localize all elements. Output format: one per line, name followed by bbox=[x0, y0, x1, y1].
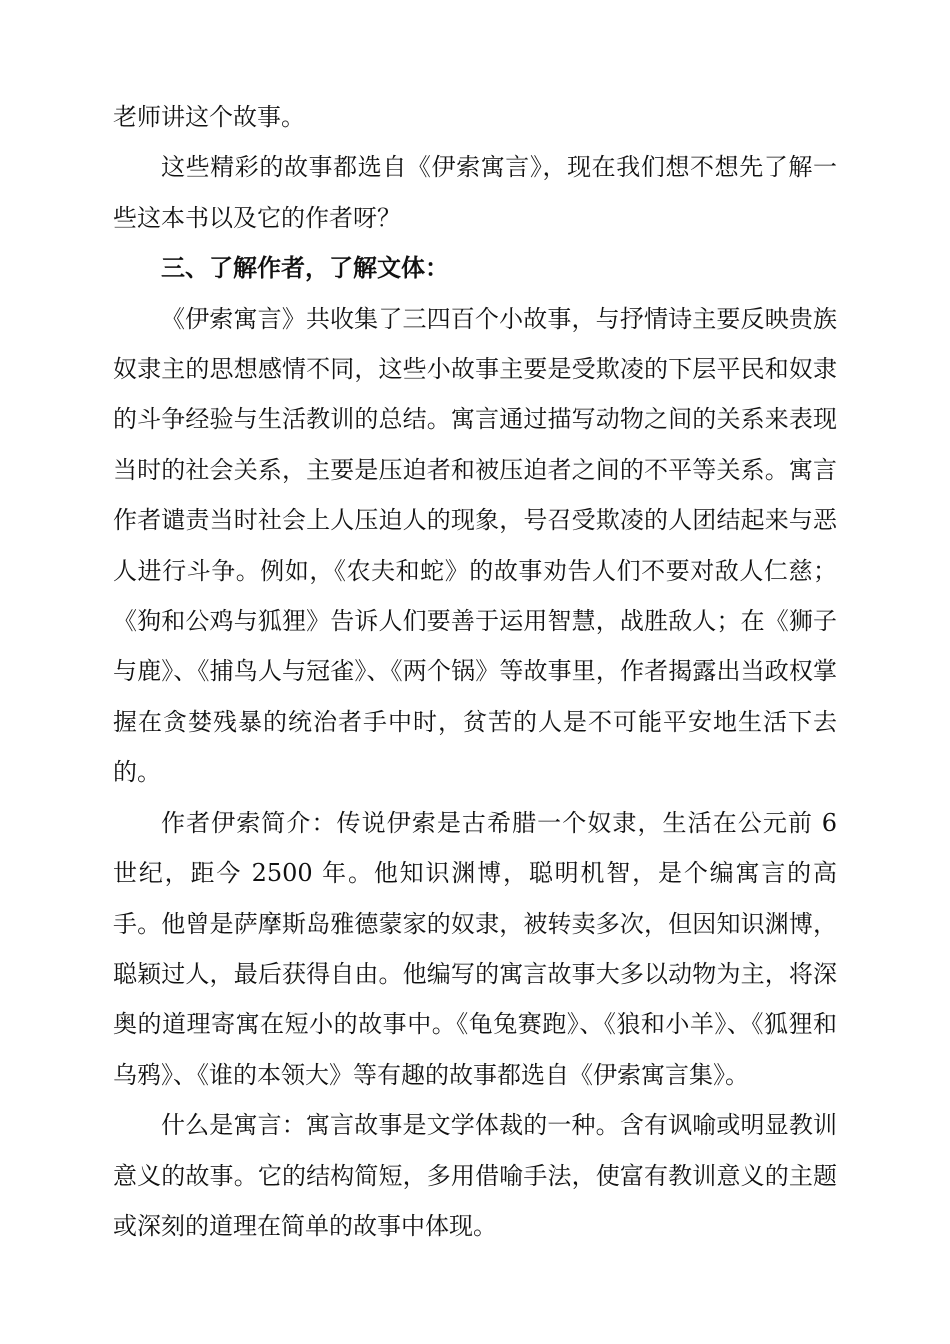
paragraph-book-overview: 《伊索寓言》共收集了三四百个小故事，与抒情诗主要反映贵族奴隶主的思想感情不同，这些小故事主要是受欺凌的下层平民和奴隶的斗争经验与生活教训的总结。寓言通过描写动物之间的关系来表现当时的社会关系，主要是压迫者和被压迫者之间的不平等关系。寓言作者谴责当时社会上人压迫人的现象，号召受欺凌的人团结起来与恶人进行斗争。例如，《农夫和蛇》的故事劝告人们不要对敌人仁慈；《狗和公鸡与狐狸》告诉人们要善于运用智慧，战胜敌人；在《狮子与鹿》、《捕鸟人与冠雀》、《两个锅》等故事里，作者揭露出当政权掌握在贪婪残暴的统治者手中时，贫苦的人是不可能平安地生活下去的。 bbox=[113, 304, 837, 787]
paragraph-intro-question: 这些精彩的故事都选自《伊索寓言》，现在我们想不想先了解一些这本书以及它的作者呀？ bbox=[113, 153, 837, 232]
paragraph-fable-definition: 什么是寓言：寓言故事是文学体裁的一种。含有讽喻或明显教训意义的故事。它的结构简短，多用借喻手法，使富有教训意义的主题或深刻的道理在简单的故事中体现。 bbox=[113, 1111, 837, 1240]
document-body bbox=[113, 92, 837, 1251]
paragraph-author-bio: 作者伊索简介：传说伊索是古希腊一个奴隶，生活在公元前 6 世纪，距今 2500 年。他知识渊博，聪明机智，是个编寓言的高手。他曾是萨摩斯岛雅德蒙家的奴隶，被转卖多次，但因知识渊博，聪颖过人，最后获得自由。他编写的寓言故事大多以动物为主，将深奥的道理寄寓在短小的故事中。《龟兔赛跑》、《狼和小羊》、《狐狸和乌鸦》、《谁的本领大》等有趣的故事都选自《伊索寓言集》。 bbox=[113, 808, 837, 1089]
paragraph-continued: 老师讲这个故事。 bbox=[113, 103, 305, 131]
section-heading: 三、了解作者，了解文体： bbox=[161, 253, 449, 283]
